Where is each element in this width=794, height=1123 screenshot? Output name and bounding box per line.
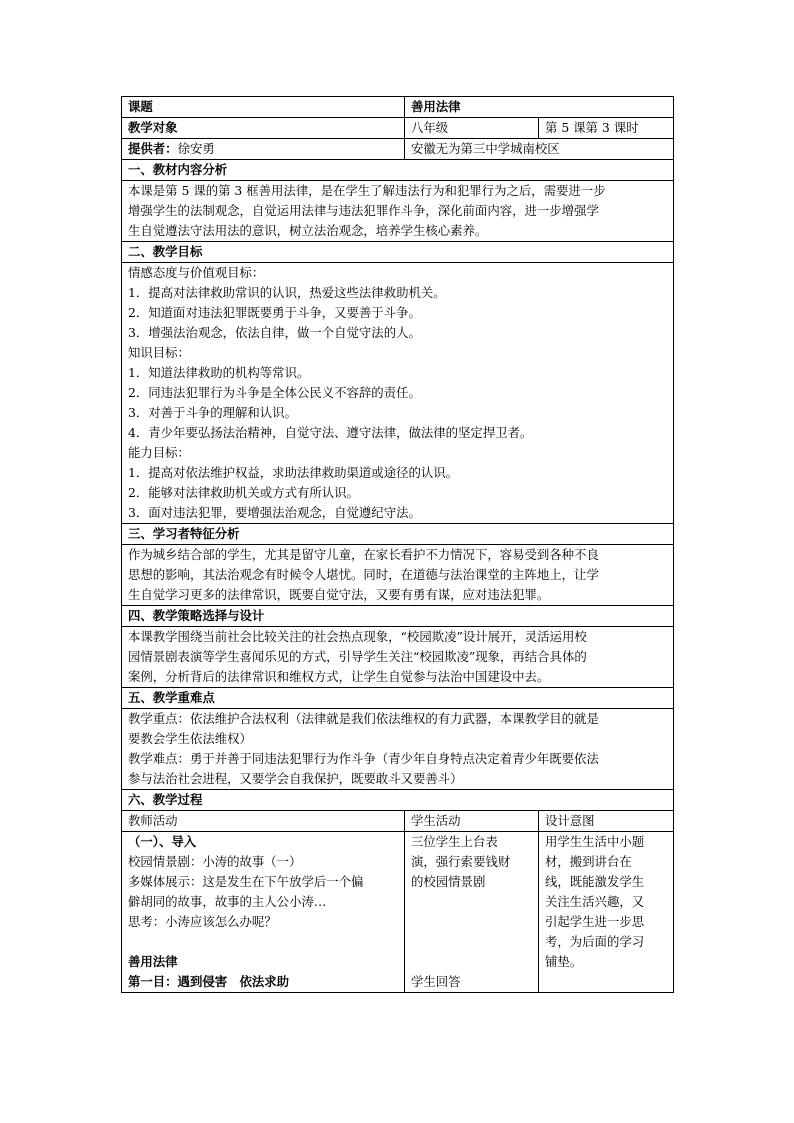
student-activity-header: 学生活动 (405, 811, 539, 832)
section-4-line: 案例，分析背后的法律常识和维权方式，让学生自觉参与法治中国建设中去。 (128, 669, 550, 684)
provider-row (122, 139, 674, 160)
section-5-body (122, 709, 674, 790)
section-1-line: 本课是第 5 课的第 3 框善用法律，是在学生了解违法行为和犯罪行为之后，需要进一步 (128, 183, 606, 198)
section-2-line: 知识目标： (128, 345, 190, 360)
section-1-title-row (122, 160, 674, 181)
design-line: 用学生生活中小题 (545, 834, 645, 849)
section-2-line: 4．青少年要弘扬法治精神，自觉守法、遵守法律，做法律的坚定捍卫者。 (128, 425, 533, 440)
section-2-line: 3．面对违法犯罪，要增强法治观念，自觉遵纪守法。 (128, 505, 421, 520)
design-line: 铺垫。 (545, 954, 583, 969)
lesson-plan-document (121, 96, 673, 993)
section-5-line: 教学重点：依法维护合法权利（法律就是我们依法维权的有力武器，本课教学目的就是 (128, 711, 599, 726)
section-3-line: 思想的影响，其法治观念有时候令人堪忧。同时，在道德与法治课堂的主阵地上，让学 (128, 567, 599, 582)
teacher-line: 多媒体展示：这是发生在下午放学后一个偏 (128, 874, 364, 889)
section-3-line: 作为城乡结合部的学生，尤其是留守儿童，在家长看护不力情况下，容易受到各种不良 (128, 547, 599, 562)
school-name: 安徽无为第三中学城南校区 (405, 139, 674, 160)
subsection-heading: 第一目：遇到侵害 依法求助 (128, 974, 290, 989)
design-line: 引起学生进一步思 (545, 914, 645, 929)
section-2-line: 情感态度与价值观目标： (128, 265, 265, 280)
section-5-line: 参与法治社会进程，又要学会自我保护，既要敢斗又要善斗） (128, 771, 463, 786)
section-3-line: 生自觉学习更多的法律常识，既要自觉守法，又要有勇有谋，应对违法犯罪。 (128, 587, 550, 602)
design-line: 线，既能激发学生 (545, 874, 645, 889)
section-6-title-row (122, 790, 674, 811)
section-4-line: 本课教学围绕当前社会比较关注的社会热点现象，“校园欺凌”设计展开，灵活运用校 (128, 629, 587, 644)
section-5-line: 要教会学生依法维权） (128, 731, 252, 746)
section-4-body-row (122, 627, 674, 688)
audience-lesson: 第 5 课第 3 课时 (539, 118, 674, 139)
section-4-title-row (122, 606, 674, 627)
section-2-line: 3．增强法治观念，依法自律，做一个自觉守法的人。 (128, 325, 421, 340)
teacher-blank-line (128, 932, 398, 952)
design-intent-header: 设计意图 (539, 811, 674, 832)
section-2-title-row (122, 242, 674, 263)
design-intent-cell (539, 832, 674, 993)
section-1-body-row (122, 181, 674, 242)
teacher-activity-header: 教师活动 (122, 811, 405, 832)
provider-label: 提供者： (128, 141, 178, 156)
provider-cell (122, 139, 405, 160)
student-line: 的校园情景剧 (411, 874, 486, 889)
section-4-title: 四、教学策略选择与设计 (122, 606, 674, 627)
student-activity-cell (405, 832, 539, 993)
teacher-activity-cell (122, 832, 405, 993)
section-5-body-row (122, 709, 674, 790)
section-2-line: 1．提高对法律救助常识的认识，热爱这些法律救助机关。 (128, 285, 446, 300)
section-4-body (122, 627, 674, 688)
topic-value: 善用法律 (405, 97, 674, 118)
section-5-title: 五、教学重难点 (122, 688, 674, 709)
section-2-body (122, 263, 674, 524)
audience-row (122, 118, 674, 139)
section-6-title: 六、教学过程 (122, 790, 674, 811)
section-5-line: 教学难点：勇于并善于同违法犯罪行为作斗争（青少年自身特点决定着青少年既要依法 (128, 751, 599, 766)
section-1-line: 生自觉遵法守法用法的意识，树立法治观念，培养学生核心素养。 (128, 223, 488, 238)
topic-row (122, 97, 674, 118)
intro-heading: （一）、导入 (128, 834, 197, 849)
section-2-line: 1．提高对依法维护权益，求助法律救助渠道或途径的认识。 (128, 465, 459, 480)
lesson-heading: 善用法律 (128, 954, 178, 969)
design-line: 考，为后面的学习 (545, 934, 645, 949)
section-2-title: 二、教学目标 (122, 242, 674, 263)
audience-grade: 八年级 (405, 118, 539, 139)
design-line: 关注生活兴趣，又 (545, 894, 645, 909)
teacher-line: 校园情景剧：小涛的故事（一） (128, 854, 302, 869)
student-line: 三位学生上台表 (411, 834, 498, 849)
section-2-line: 3．对善于斗争的理解和认识。 (128, 405, 297, 420)
section-3-title: 三、学习者特征分析 (122, 524, 674, 545)
section-5-title-row (122, 688, 674, 709)
section-3-body (122, 545, 674, 606)
topic-label: 课题 (122, 97, 405, 118)
process-header-row (122, 811, 674, 832)
section-2-line: 2．知道面对违法犯罪既要勇于斗争，又要善于斗争。 (128, 305, 421, 320)
section-1-line: 增强学生的法制观念，自觉运用法律与违法犯罪作斗争，深化前面内容，进一步增强学 (128, 203, 599, 218)
section-3-body-row (122, 545, 674, 606)
section-1-body (122, 181, 674, 242)
teacher-line: 僻胡同的故事，故事的主人公小涛… (128, 894, 327, 909)
section-2-line: 1．知道法律救助的机构等常识。 (128, 365, 310, 380)
student-answer: 学生回答 (411, 974, 461, 989)
student-line: 演，强行索要钱财 (411, 854, 511, 869)
section-1-title: 一、教材内容分析 (122, 160, 674, 181)
section-2-line: 2．同违法犯罪行为斗争是全体公民义不容辞的责任。 (128, 385, 421, 400)
provider-name: 徐安勇 (177, 141, 215, 156)
design-line: 材，搬到讲台在 (545, 854, 632, 869)
audience-label: 教学对象 (122, 118, 405, 139)
section-3-title-row (122, 524, 674, 545)
section-2-line: 2．能够对法律救助机关或方式有所认识。 (128, 485, 359, 500)
teacher-line: 思考：小涛应该怎么办呢？ (128, 914, 277, 929)
process-body-row (122, 832, 674, 993)
section-2-body-row (122, 263, 674, 524)
lesson-plan-table (121, 96, 674, 993)
section-4-line: 园情景剧表演等学生喜闻乐见的方式，引导学生关注“校园欺凌”现象，再结合具体的 (128, 649, 587, 664)
section-2-line: 能力目标： (128, 445, 190, 460)
